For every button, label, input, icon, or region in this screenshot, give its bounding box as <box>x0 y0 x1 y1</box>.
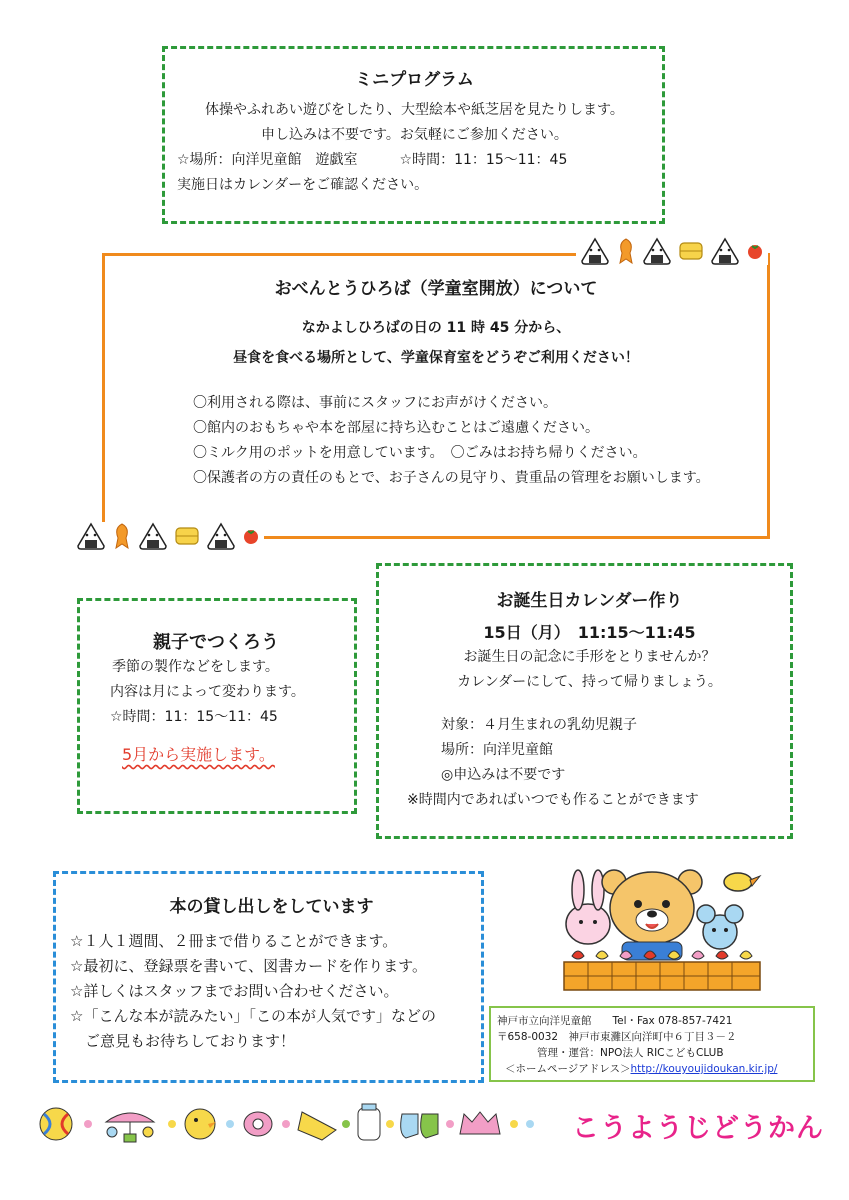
onigiri-icon <box>710 237 740 265</box>
obento-title: おべんとうひろば（学童室開放）について <box>274 279 598 299</box>
contact-line: 〒658-0032 神戸市東灘区向洋町中６丁目３－２ <box>497 1031 737 1043</box>
baby-goods-decoration <box>36 1100 566 1146</box>
mini-program-line: 申し込みは不要です。お気軽にご参加ください。 <box>261 127 568 143</box>
mini-program-line: 体操やふれあい遊びをしたり、大型絵本や紙芝居を見たりします。 <box>205 102 624 118</box>
obento-rule: 〇保護者の方の責任のもとで、お子さんの見守り、貴重品の管理をお願いします。 <box>193 470 710 486</box>
birthday-line: お誕生日の記念に手形をとりませんか？ <box>463 649 716 665</box>
onigiri-icon <box>76 522 106 550</box>
obento-rule: 〇館内のおもちゃや本を部屋に持ち込むことはご遠慮ください。 <box>193 420 599 436</box>
obento-lead: 昼食を食べる場所として、学童保育室をどうぞご利用ください！ <box>233 350 639 366</box>
books-box <box>53 871 484 1083</box>
birthday-detail: 対象：４月生まれの乳幼児親子 <box>441 717 637 733</box>
birthday-detail: ※時間内であればいつでも作ることができます <box>407 792 699 808</box>
onigiri-icon <box>206 522 236 550</box>
footer-brand: こうようじどうかん <box>572 1113 824 1144</box>
shrimp-icon <box>616 237 636 265</box>
onigiri-decoration-bottom <box>72 522 264 550</box>
mini-program-box <box>162 46 665 224</box>
tomato-icon <box>746 242 764 260</box>
books-line: ☆１人１週間、２冊まで借りることができます。 <box>70 932 398 950</box>
books-title: 本の貸し出しをしています <box>169 897 374 917</box>
onigiri-decoration-top <box>576 237 768 265</box>
homepage-link[interactable]: http://kouyoujidoukan.kir.jp/ <box>630 1063 778 1075</box>
birthday-detail: ◎申込みは不要です <box>441 767 566 783</box>
oyako-title: 親子でつくろう <box>153 632 279 653</box>
contact-line: 管理・運営：NPO法人 RICこどもCLUB <box>537 1047 724 1059</box>
obento-box <box>102 253 770 539</box>
birthday-box <box>376 563 793 839</box>
books-line: ☆「こんな本が読みたい」「この本が人気です」などの <box>70 1007 436 1025</box>
tomato-icon <box>242 527 260 545</box>
oyako-line: ☆時間：11：15～11：45 <box>110 709 278 725</box>
oyako-notice: 5月から実施します。 <box>122 745 275 764</box>
url-label: ＜ホームページアドレス＞ <box>505 1063 631 1075</box>
contact-box <box>489 1006 815 1082</box>
onigiri-icon <box>580 237 610 265</box>
books-line: ☆最初に、登録票を書いて、図書カードを作ります。 <box>70 957 427 975</box>
birthday-datetime: 15日（月） 11:15～11:45 <box>483 623 696 642</box>
tamagoyaki-icon <box>678 240 704 262</box>
obento-rule: 〇ミルク用のポットを用意しています。 〇ごみはお持ち帰りください。 <box>193 445 647 461</box>
obento-rule: 〇利用される際は、事前にスタッフにお声がけください。 <box>193 395 557 411</box>
contact-line: 神戸市立向洋児童館 Tel・Fax 078-857-7421 <box>497 1015 733 1027</box>
birthday-line: カレンダーにして、持って帰りましょう。 <box>457 674 722 690</box>
onigiri-icon <box>642 237 672 265</box>
oyako-box <box>77 598 357 814</box>
books-line: ご意見もお待ちしております！ <box>70 1032 296 1050</box>
birthday-detail: 場所：向洋児童館 <box>441 742 553 758</box>
mini-program-line: 実施日はカレンダーをご確認ください。 <box>177 177 429 193</box>
oyako-line: 内容は月によって変わります。 <box>110 684 305 700</box>
mini-program-title: ミニプログラム <box>355 70 474 90</box>
onigiri-icon <box>138 522 168 550</box>
bear-rabbit-mouse-illustration <box>552 862 764 994</box>
oyako-line: 季節の製作などをします。 <box>112 659 279 675</box>
mini-program-line: ☆場所：向洋児童館 遊戯室 ☆時間：11：15～11：45 <box>177 152 568 168</box>
books-line: ☆詳しくはスタッフまでお問い合わせください。 <box>70 982 399 1000</box>
obento-lead: なかよしひろばの日の 11 時 45 分から、 <box>301 320 571 336</box>
tamagoyaki-icon <box>174 525 200 547</box>
birthday-title: お誕生日カレンダー作り <box>496 591 683 611</box>
shrimp-icon <box>112 522 132 550</box>
